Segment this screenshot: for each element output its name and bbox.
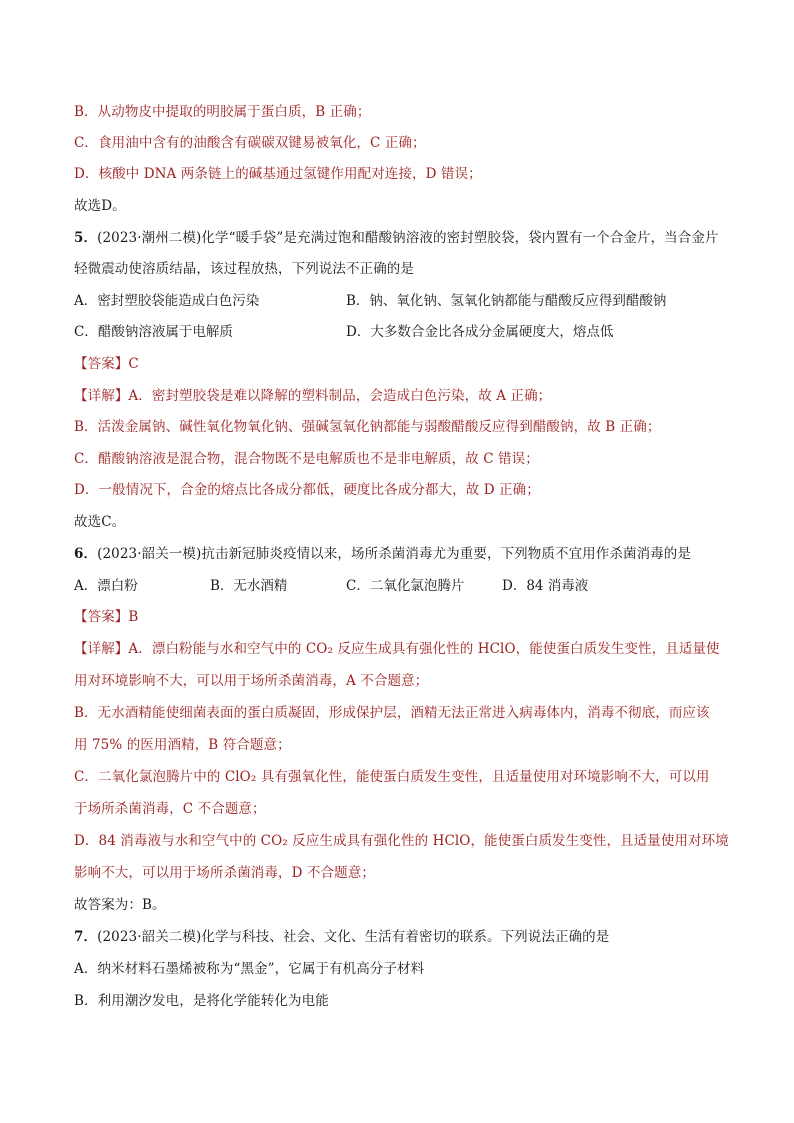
q6-detail-d1: D．84 消毒液与水和空气中的 CO₂ 反应生成具有强化性的 HClO，能使蛋白质发生变性，且适量使用对环境 (74, 833, 729, 849)
q6-option-a: A．漂白粉 (74, 578, 138, 594)
q5-answer (74, 354, 722, 374)
q5-conclusion: 故选C。 (74, 514, 126, 530)
q6-detail-d2: 影响不大，可以用于场所杀菌消毒，D 不合题意； (74, 865, 375, 881)
q5-detail-b: B．活泼金属钠、碱性氧化物氧化钠、强碱氢氧化钠都能与弱酸醋酸反应得到醋酸钠，故 B 正确； (74, 419, 661, 435)
detail-text: A．密封塑胶袋是难以降解的塑料制品，会造成白色污染，故 A 正确； (128, 388, 552, 404)
q5-option-b: B．钠、氧化钠、氢氧化钠都能与醋酸反应得到醋酸钠 (346, 293, 667, 309)
q6-detail-c1: C．二氧化氯泡腾片中的 ClO₂ 具有强氧化性，能使蛋白质发生变性，且适量使用对环境影响不大，可以用 (74, 769, 710, 785)
q6-number: 6． (74, 546, 98, 562)
q6-option-d: D．84 消毒液 (502, 578, 589, 594)
detail-text: A．漂白粉能与水和空气中的 CO₂ 反应生成具有强化性的 HClO，能使蛋白质发生变性，且适量使 (128, 641, 720, 657)
q6-conclusion: 故答案为：B。 (74, 897, 166, 913)
q5-options-row2 (74, 322, 722, 342)
q7-stem (74, 927, 722, 947)
q6-detail-c2: 于场所杀菌消毒，C 不合题意； (74, 801, 266, 817)
q6-options-row (74, 576, 722, 596)
q7-option-b: B．利用潮汐发电，是将化学能转化为电能 (74, 993, 329, 1009)
q4-explanation-c: C．食用油中含有的油酸含有碳碳双键易被氧化，C 正确； (74, 135, 426, 151)
q7-stem-text: (2023·韶关二模)化学与科技、社会、文化、生活有着密切的联系。下列说法正确的是 (97, 929, 610, 945)
q4-conclusion: 故选D。 (74, 198, 126, 214)
q6-detail-a2: 用对环境影响不大，可以用于场所杀菌消毒，A 不合题意； (74, 673, 429, 689)
q5-option-c: C．醋酸钠溶液属于电解质 (74, 324, 233, 340)
q7-number: 7． (74, 929, 98, 945)
q4-explanation-d: D．核酸中 DNA 两条链上的碱基通过氢键作用配对连接，D 错误； (74, 166, 482, 182)
q5-detail-d: D．一般情况下，合金的熔点比各成分都低，硬度比各成分都大，故 D 正确； (74, 482, 540, 498)
q6-stem-text: (2023·韶关一模)抗击新冠肺炎疫情以来，场所杀菌消毒尤为重要，下列物质不宜用作杀菌消毒的是 (97, 546, 691, 562)
q5-option-d: D．大多数合金比各成分金属硬度大，熔点低 (346, 324, 614, 340)
answer-value: C (128, 356, 139, 372)
q5-stem-text: (2023·潮州二模)化学“暖手袋”是充满过饱和醋酸钠溶液的密封塑胶袋，袋内置有一个合金片，当合金片 (97, 230, 719, 246)
q6-answer (74, 607, 722, 627)
q5-stem-line1 (74, 228, 722, 248)
q4-explanation-b: B．从动物皮中提取的明胶属于蛋白质，B 正确； (74, 104, 371, 120)
answer-label: 【答案】 (74, 609, 129, 625)
q5-detail-c: C．醋酸钠溶液是混合物，混合物既不是电解质也不是非电解质，故 C 错误； (74, 451, 539, 467)
q6-option-b: B．无水酒精 (210, 578, 288, 594)
q6-option-c: C．二氧化氯泡腾片 (346, 578, 465, 594)
q6-detail-b1: B．无水酒精能使细菌表面的蛋白质凝固，形成保护层，酒精无法正常进入病毒体内，消毒不彻底，而应该 (74, 705, 710, 721)
q5-options-row1 (74, 291, 722, 311)
q6-detail-b2: 用 75% 的医用酒精，B 符合题意； (74, 737, 291, 753)
q6-stem (74, 544, 722, 564)
q5-stem-line2: 轻微震动使溶质结晶，该过程放热，下列说法不正确的是 (74, 261, 414, 277)
detail-label: 【详解】 (74, 388, 129, 404)
q7-option-a: A．纳米材料石墨烯被称为“黑金”，它属于有机高分子材料 (74, 961, 425, 977)
q5-detail-a (74, 386, 722, 406)
answer-label: 【答案】 (74, 356, 129, 372)
q6-detail-a1 (74, 639, 722, 659)
answer-value: B (128, 609, 139, 625)
q5-option-a: A．密封塑胶袋能造成白色污染 (74, 293, 260, 309)
q5-number: 5． (74, 230, 98, 246)
detail-label: 【详解】 (74, 641, 129, 657)
